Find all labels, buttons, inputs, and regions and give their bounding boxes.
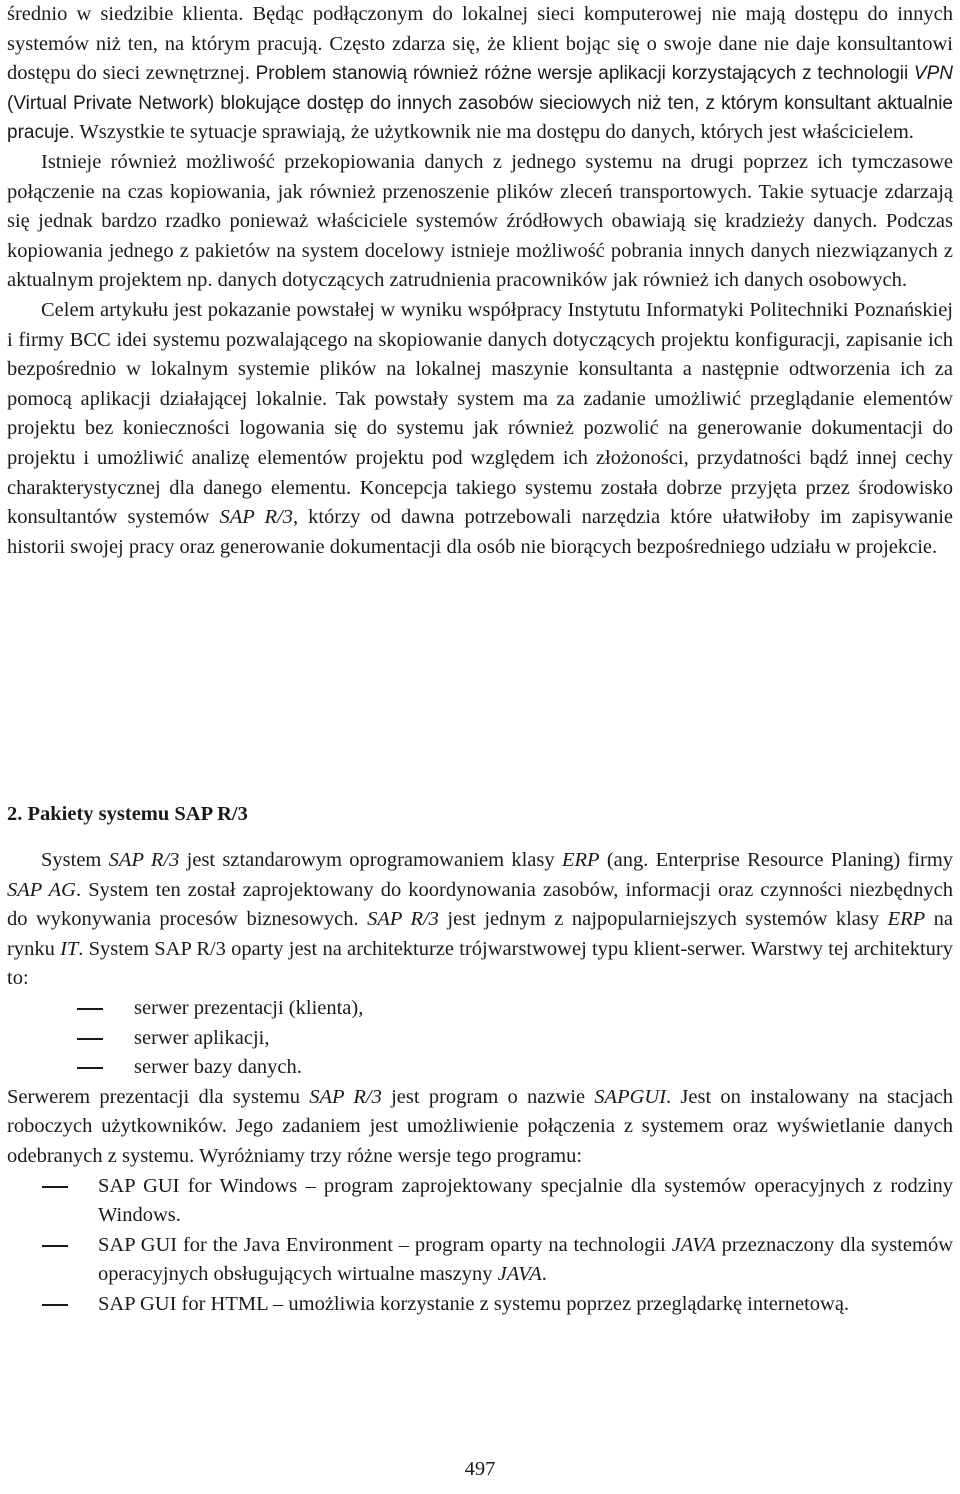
- p1-end: Wszystkie te sytuacje sprawiają, że użytkownik nie ma dostępu do danych, których jest właścicielem.: [79, 121, 914, 144]
- layer-label: serwer prezentacji (klienta),: [134, 996, 364, 1019]
- list-item: [7, 1231, 953, 1290]
- s2-b: jest program o nazwie: [391, 1085, 586, 1108]
- s1-g: . System SAP R/3 oparty jest na architekturze trójwarstwowej typu klient-serwer. Warstwy tej architektury to:: [7, 937, 953, 990]
- s1-sapag: SAP AG: [7, 878, 76, 901]
- section-heading: 2. Pakiety systemu SAP R/3: [7, 803, 248, 825]
- dash-icon: [77, 1038, 103, 1040]
- s1-sap: SAP R/3: [108, 849, 180, 871]
- gui-java: JAVA: [671, 1233, 716, 1256]
- section-block: [7, 846, 953, 1320]
- dash-icon: [42, 1304, 68, 1306]
- p3-b: , którzy od dawna potrzebowali narzędzia które ułatwiłoby im zapisywanie historii swojej pracy oraz generowanie dokumentacji dla osób nie biorących bezpośredniego udziału w projekcie.: [7, 506, 953, 558]
- p1-text: średnio w siedzibie klienta. Będąc podłączonym do lokalnej sieci komputerowej nie mają dostępu do innych systemów niż ten, na którym pracują. Często zdarza się, że klient bojąc się o swoje dane nie daje konsultantowi dostępu do sieci zewnętrznej.: [7, 3, 953, 85]
- gui-java-a: SAP GUI for the Java Environment – program oparty na technologii: [98, 1233, 666, 1256]
- list-item: [7, 1290, 953, 1320]
- list-item: [7, 1024, 953, 1054]
- dash-icon: [42, 1186, 68, 1188]
- s2-c: . Jest on instalowany na stacjach roboczych użytkowników. Jego zadaniem jest umożliwienie połączenia z systemem oraz wyświetlanie danych odebranych z systemu. Wyróżniamy trzy różne wersje tego programu:: [7, 1085, 954, 1167]
- list-item: [7, 1053, 953, 1083]
- list-item: [7, 994, 953, 1024]
- s2-a: Serwerem prezentacji dla systemu: [7, 1085, 300, 1108]
- p1-sans-b: (Virtual Private Network) blokujące dostęp do innych zasobów sieciowych niż ten, z którym konsultant aktualnie pracuje.: [7, 92, 953, 144]
- paragraph-1: [7, 0, 953, 148]
- s1-b: jest sztandarowym oprogramowaniem klasy: [186, 849, 555, 871]
- section-paragraph-1: [7, 846, 953, 994]
- s2-sapgui: SAPGUI: [594, 1085, 667, 1108]
- layers-list: [7, 994, 953, 1083]
- s1-a: System: [41, 849, 102, 871]
- p3-sap: SAP R/3: [219, 506, 293, 529]
- dash-icon: [42, 1245, 68, 1247]
- s1-it: IT: [60, 937, 79, 960]
- gui-java2: JAVA: [497, 1263, 542, 1286]
- p1-sans-a: Problem stanowią również różne wersje aplikacji korzystających z technologii: [255, 63, 909, 85]
- layer-label: serwer bazy danych.: [134, 1056, 302, 1079]
- gui-java-b: przeznaczony dla systemów operacyjnych obsługujących wirtualne maszyny: [98, 1233, 953, 1286]
- dash-icon: [77, 1008, 103, 1010]
- p3-a: Celem artykułu jest pokazanie powstałej w wyniku współpracy Instytutu Informatyki Politechniki Poznańskiej i firmy BCC idei systemu pozwalającego na skopiowanie danych dotyczących projektu konfiguracji, zapisanie ich bezpośrednio w lokalnym systemie plików na lokalnej maszynie konsultanta a następnie odtworzenia ich za pomocą aplikacji działającej lokalnie. Tak powstały system ma za zadanie umożliwić przeglądanie elementów projektu bez konieczności logowania się do systemu jak również pozwolić na generowanie dokumentacji do projektu i umożliwić analizę elementów projektu pod względem ich złożoności, przydatności bądź innej cechy charakterystycznej dla danego elementu. Koncepcja takiego systemu została dobrze przyjęta przez środowisko konsultantów systemów: [7, 298, 953, 529]
- s1-f: na rynku: [7, 908, 954, 960]
- gui-versions-list: [7, 1172, 953, 1320]
- s1-erp: ERP: [561, 849, 600, 871]
- s1-c: (ang. Enterprise Resource Planing) firmy: [606, 849, 954, 871]
- s1-d: . System ten został zaprojektowany do koordynowania zasobów, informacji oraz czynności niezbędnych do wykonywania procesów biznesowych.: [7, 878, 953, 931]
- gui-windows: SAP GUI for Windows – program zaprojektowany specjalnie dla systemów operacyjnych z rodziny Windows.: [98, 1174, 953, 1227]
- list-item: [7, 1172, 953, 1231]
- section-paragraph-2: [7, 1083, 953, 1172]
- p1-vpn: VPN: [913, 63, 953, 85]
- dash-icon: [77, 1067, 103, 1069]
- page-number: 497: [464, 1458, 496, 1480]
- s1-erp2: ERP: [887, 908, 926, 931]
- s1-e: jest jednym z najpopularniejszych systemów klasy: [447, 908, 880, 931]
- paragraph-2: Istnieje również możliwość przekopiowania danych z jednego systemu na drugi poprzez ich tymczasowe połączenie na czas kopiowania, jak również przenoszenie plików zleceń transportowych. Takie sytuacje zdarzają się jednak bardzo rzadko ponieważ właściciele systemów źródłowych obawiają się kradzieży danych. Podczas kopiowania jednego z pakietów na system docelowy istnieje możliwość pobrania innych danych niezwiązanych z aktualnym projektem np. danych dotyczących zatrudnienia pracowników jak również ich danych osobowych.: [7, 150, 953, 292]
- intro-block: [7, 0, 953, 562]
- s2-sap: SAP R/3: [309, 1085, 382, 1108]
- paragraph-3: [7, 296, 953, 562]
- gui-html: SAP GUI for HTML – umożliwia korzystanie z systemu poprzez przeglądarkę internetową.: [98, 1292, 850, 1315]
- gui-java-c: .: [541, 1263, 547, 1286]
- s1-sap2: SAP R/3: [367, 908, 439, 931]
- layer-label: serwer aplikacji,: [134, 1026, 270, 1049]
